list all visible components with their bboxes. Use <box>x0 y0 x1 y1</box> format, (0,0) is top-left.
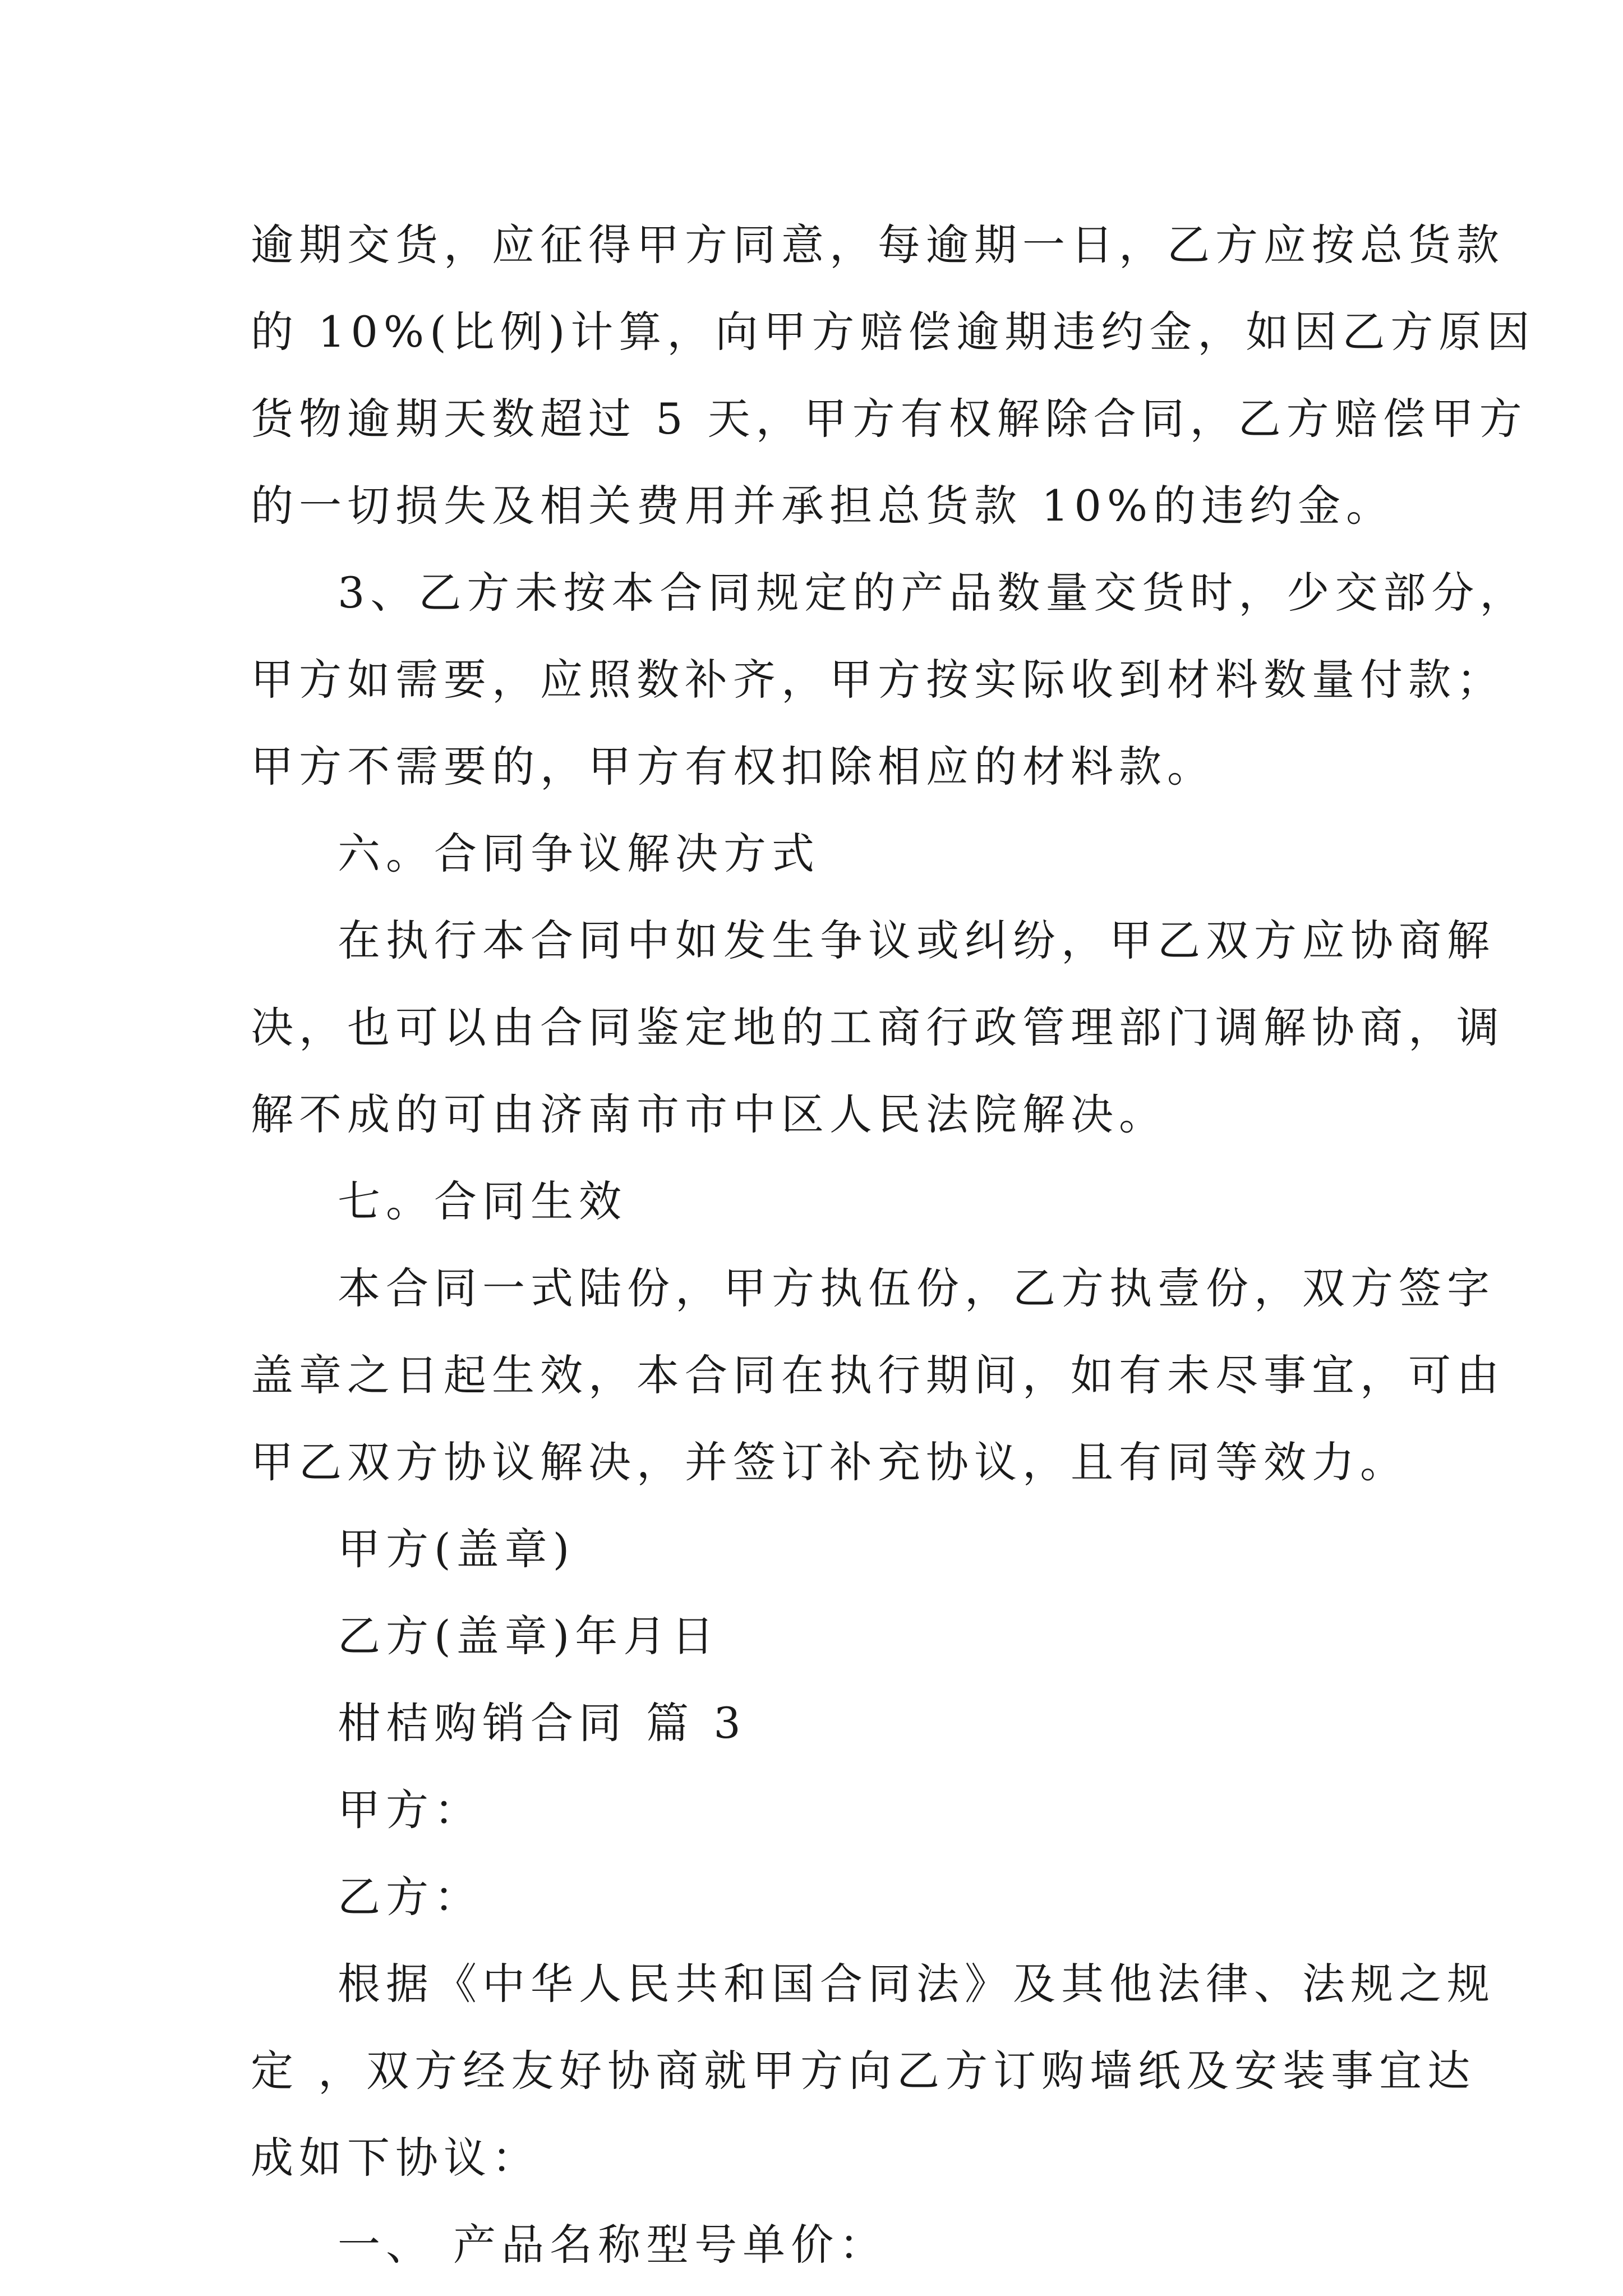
section-heading: 六。合同争议解决方式 <box>338 829 820 878</box>
section-heading: 七。合同生效 <box>338 1176 627 1226</box>
paragraph-line: 定 ，双方经友好协商就甲方向乙方订购墙纸及安装事宜达 <box>251 2046 1476 2096</box>
paragraph-line: 决，也可以由合同鉴定地的工商行政管理部门调解协商，调 <box>251 1002 1505 1052</box>
party-label: 甲方： <box>338 1785 482 1835</box>
signature-line: 甲方(盖章) <box>338 1524 575 1574</box>
paragraph-line: 3、乙方未按本合同规定的产品数量交货时，少交部分， <box>338 568 1528 618</box>
paragraph-line: 的一切损失及相关费用并承担总货款 10%的违约金。 <box>251 481 1395 531</box>
paragraph-line: 甲方不需要的，甲方有权扣除相应的材料款。 <box>251 742 1215 792</box>
paragraph-line: 盖章之日起生效，本合同在执行期间，如有未尽事宜，可由 <box>251 1350 1505 1400</box>
paragraph-line: 本合同一式陆份，甲方执伍份，乙方执壹份，双方签字 <box>338 1263 1495 1313</box>
document-title: 柑桔购销合同 篇 3 <box>338 1698 746 1748</box>
party-label: 乙方： <box>338 1872 482 1922</box>
paragraph-line: 解不成的可由济南市市中区人民法院解决。 <box>251 1089 1167 1139</box>
paragraph-line: 货物逾期天数超过 5 天，甲方有权解除合同，乙方赔偿甲方 <box>251 394 1528 444</box>
paragraph-line: 在执行本合同中如发生争议或纠纷，甲乙双方应协商解 <box>338 915 1495 965</box>
paragraph-line: 根据《中华人民共和国合同法》及其他法律、法规之规 <box>338 1959 1495 2009</box>
paragraph-line: 逾期交货，应征得甲方同意，每逾期一日，乙方应按总货款 <box>251 220 1505 270</box>
paragraph-line: 的 10%(比例)计算，向甲方赔偿逾期违约金，如因乙方原因 <box>251 307 1536 357</box>
section-heading: 一、 产品名称型号单价： <box>338 2220 888 2270</box>
paragraph-line: 甲乙双方协议解决，并签订补充协议，且有同等效力。 <box>251 1437 1408 1487</box>
paragraph-line: 成如下协议： <box>251 2133 540 2183</box>
signature-line: 乙方(盖章)年月日 <box>338 1611 720 1661</box>
paragraph-line: 甲方如需要，应照数补齐，甲方按实际收到材料数量付款； <box>251 655 1505 705</box>
